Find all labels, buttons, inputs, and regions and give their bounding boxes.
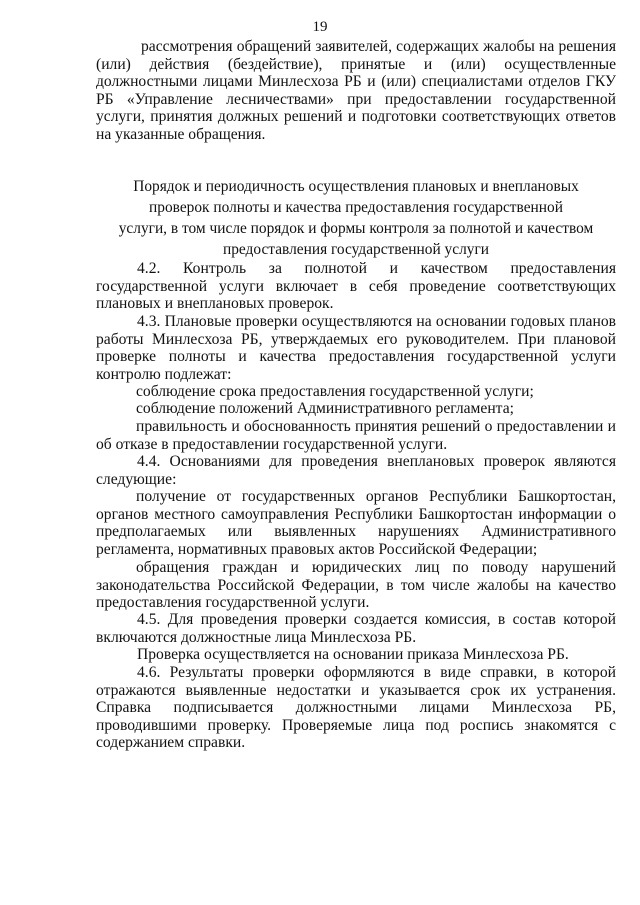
list-item: получение от государственных органов Республики Башкортостан, органов местного самоуправления Республики Башкортостан информации о предполагаемых или выявленных нарушениях Административного регламента, нормативных правовых актов Российской Федерации; (96, 488, 616, 558)
page-number: 19 (312, 19, 328, 35)
paragraph-4-5: 4.5. Для проведения проверки создается комиссия, в состав которой включаются должностные лица Минлесхоза РБ. (96, 611, 616, 646)
list-item: соблюдение положений Административного регламента; (136, 400, 514, 417)
list-item: правильность и обоснованность принятия решений о предоставлении и об отказе в предоставлении государственной услуги. (96, 418, 616, 453)
section-heading-line: предоставления государственной услуги (222, 241, 489, 258)
paragraph-4-6: 4.6. Результаты проверки оформляются в виде справки, в которой отражаются выявленные недостатки и указывается срок их устранения. Справка подписывается должностными лицами Минлесхоза РБ, проводившими проверку. Проверяемые лица под роспись знакомятся с содержанием справки. (96, 664, 616, 752)
section-heading-line: Порядок и периодичность осуществления плановых и внеплановых (133, 178, 579, 195)
section-heading-line: проверок полноты и качества предоставления государственной (149, 199, 563, 216)
list-item: соблюдение срока предоставления государственной услуги; (136, 383, 534, 400)
intro-paragraph: рассмотрения обращений заявителей, содержащих жалобы на решения (или) действия (бездействие), принятые и (или) осуществленные должностными лицами Минлесхоза РБ и (или) специалистами отделов ГКУ РБ «Управление лесничествами» при предоставлении государственной услуги, принятия должных решений и подготовки соответствующих ответов на указанные обращения. (96, 38, 616, 143)
section-heading (96, 176, 616, 260)
list-item: обращения граждан и юридических лиц по поводу нарушений законодательства Российской Федерации, в том числе жалобы на качество предоставления государственной услуги. (96, 559, 616, 612)
paragraph-4-2: 4.2. Контроль за полнотой и качеством предоставления государственной услуги включает в себя проведение соответствующих плановых и внеплановых проверок. (96, 260, 616, 313)
paragraph-4-4: 4.4. Основаниями для проведения внеплановых проверок являются следующие: (96, 453, 616, 488)
paragraph-4-5-order: Проверка осуществляется на основании приказа Минлесхоза РБ. (137, 646, 569, 663)
paragraph-4-3: 4.3. Плановые проверки осуществляются на основании годовых планов работы Минлесхоза РБ, утверждаемых его руководителем. При плановой проверке полноты и качества предоставления государственной услуги контролю подлежат: (96, 313, 616, 383)
section-heading-line: услуги, в том числе порядок и формы контроля за полнотой и качеством (118, 220, 594, 237)
